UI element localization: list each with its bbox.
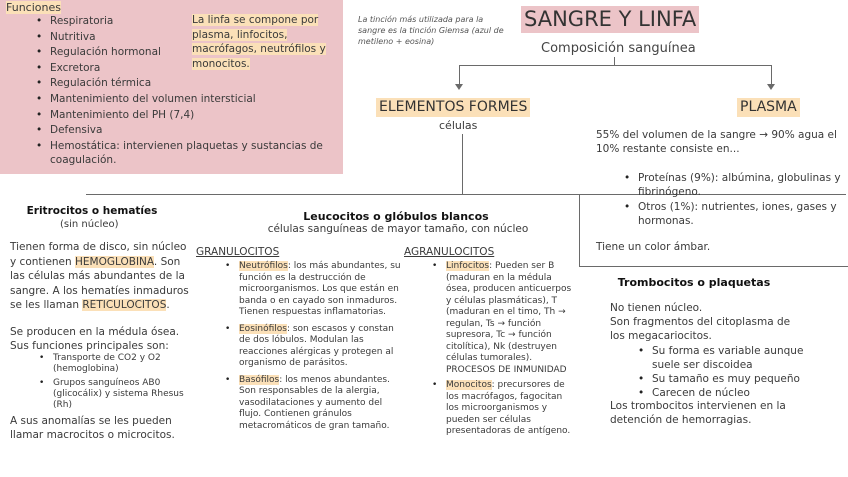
list-item: • Regulación térmica <box>50 76 335 92</box>
eritrocitos-p3: A sus anomalías se les pueden llamar macrocitos o microcitos. <box>10 415 175 441</box>
list-item: • Basófilos: los menos abundantes. Son responsables de la alergia, vasodilataciones y aumento del flujo. Contienen gránulos metacromáticos de gran tamaño. <box>239 375 401 433</box>
elementos-sub: células <box>439 119 478 132</box>
connector-line <box>579 266 848 267</box>
list-item: • Nutritiva <box>50 30 335 46</box>
list-item: • Linfocitos: Pueden ser B (maduran en la médula ósea, producen anticuerpos y células plasmáticas), T (maduran en el timo, Th → regulan, Ts → función supresora, Tc → función citolítica), Nk (destruyen células tumorales). PROCESOS DE INMUNIDAD <box>446 261 574 376</box>
trombocitos-p3: Los trombocitos intervienen en la detención de hemorragias. <box>610 400 786 426</box>
plasma-title: PLASMA <box>737 98 800 117</box>
list-item: • Hemostática: intervienen plaquetas y sustancias de coagulación. <box>50 139 335 167</box>
trombocitos-p1: No tienen núcleo. <box>610 302 703 314</box>
tincion-note: La tinción más utilizada para la sangre es la tinción Giemsa (azul de metileno + eosina) <box>358 15 504 46</box>
eritrocitos-p1: Tienen forma de disco, sin núcleo y contienen HEMOGLOBINA. Son las células más abundantes de la sangre. A los hematíes inmaduros se les llaman RETICULOCITOS. <box>10 241 189 311</box>
eritrocitos-sub: (sin núcleo) <box>60 219 119 230</box>
eritrocitos-title: Eritrocitos o hematíes <box>26 205 158 217</box>
plasma-intro: 55% del volumen de la sangre → 90% agua el 10% restante consiste en... <box>596 129 837 155</box>
list-item: • Proteínas (9%): albúmina, globulinas y fibrinógeno. <box>638 171 844 199</box>
eritrocitos-list <box>53 353 203 411</box>
reticulocitos-highlight: RETICULOCITOS <box>82 299 167 311</box>
arrow-down-icon <box>455 84 463 90</box>
page-title: SANGRE Y LINFA <box>521 6 699 33</box>
list-item: • Mantenimiento del PH (7,4) <box>50 108 335 124</box>
list-item: • Su tamaño es muy pequeño <box>652 372 812 386</box>
list-item: • Eosinófilos: son escasos y constan de dos lóbulos. Modulan las reacciones alérgicas y protegen al organismo de parásitos. <box>239 324 401 370</box>
list-item: • Monocitos: precursores de los macrófagos, fagocitan los microorganismos y pueden ser células presentadoras de antígeno. <box>446 380 574 438</box>
elementos-title: ELEMENTOS FORMES <box>376 98 530 117</box>
connector-line <box>614 57 615 65</box>
list-item: • Defensiva <box>50 123 335 139</box>
trombocitos-p2: Son fragmentos del citoplasma de los megacariocitos. <box>610 316 791 342</box>
leucocitos-title: Leucocitos o glóbulos blancos <box>303 210 489 223</box>
list-item: • Transporte de CO2 y O2 (hemoglobina) <box>53 353 203 375</box>
connector-line <box>462 134 463 194</box>
leucocitos-sub: células sanguíneas de mayor tamaño, con núcleo <box>267 223 529 235</box>
list-item: • Respiratoria <box>50 14 335 30</box>
list-item: • Excretora <box>50 61 335 77</box>
page-subtitle: Composición sanguínea <box>541 41 696 56</box>
connector-line <box>579 194 580 266</box>
list-item: • Neutrófilos: los más abundantes, su función es la destrucción de microorganismos. Los que están en banda o en cayado son inmaduros. Tienen respuestas inflamatorias. <box>239 261 401 319</box>
granulocitos-list <box>239 261 401 432</box>
agranulocitos-list <box>446 261 574 438</box>
connector-line <box>459 65 771 66</box>
list-item: • Su forma es variable aunque suele ser discoidea <box>652 344 812 372</box>
trombocitos-title: Trombocitos o plaquetas <box>617 276 771 289</box>
list-item: • Mantenimiento del volumen intersticial <box>50 92 335 108</box>
agranulocitos-title: AGRANULOCITOS <box>404 246 495 258</box>
granulocitos-title: GRANULOCITOS <box>196 246 280 258</box>
arrow-down-icon <box>767 84 775 90</box>
list-item: • Grupos sanguíneos AB0 (glicocálix) y sistema Rhesus (Rh) <box>53 378 203 411</box>
funciones-title: Funciones <box>6 1 61 14</box>
trombocitos-list <box>652 344 812 400</box>
eritrocitos-p2: Se producen en la médula ósea. Sus funciones principales son: <box>10 326 180 352</box>
hemoglobina-highlight: HEMOGLOBINA <box>75 255 154 268</box>
plasma-color: Tiene un color ámbar. <box>596 241 711 253</box>
linfa-note: La linfa se compone por plasma, linfocitos, macrófagos, neutrófilos y monocitos. <box>192 14 326 70</box>
plasma-list <box>638 171 844 228</box>
list-item: • Regulación hormonal <box>50 45 335 61</box>
list-item: • Carecen de núcleo <box>652 386 812 400</box>
list-item: • Otros (1%): nutrientes, iones, gases y hormonas. <box>638 200 844 228</box>
